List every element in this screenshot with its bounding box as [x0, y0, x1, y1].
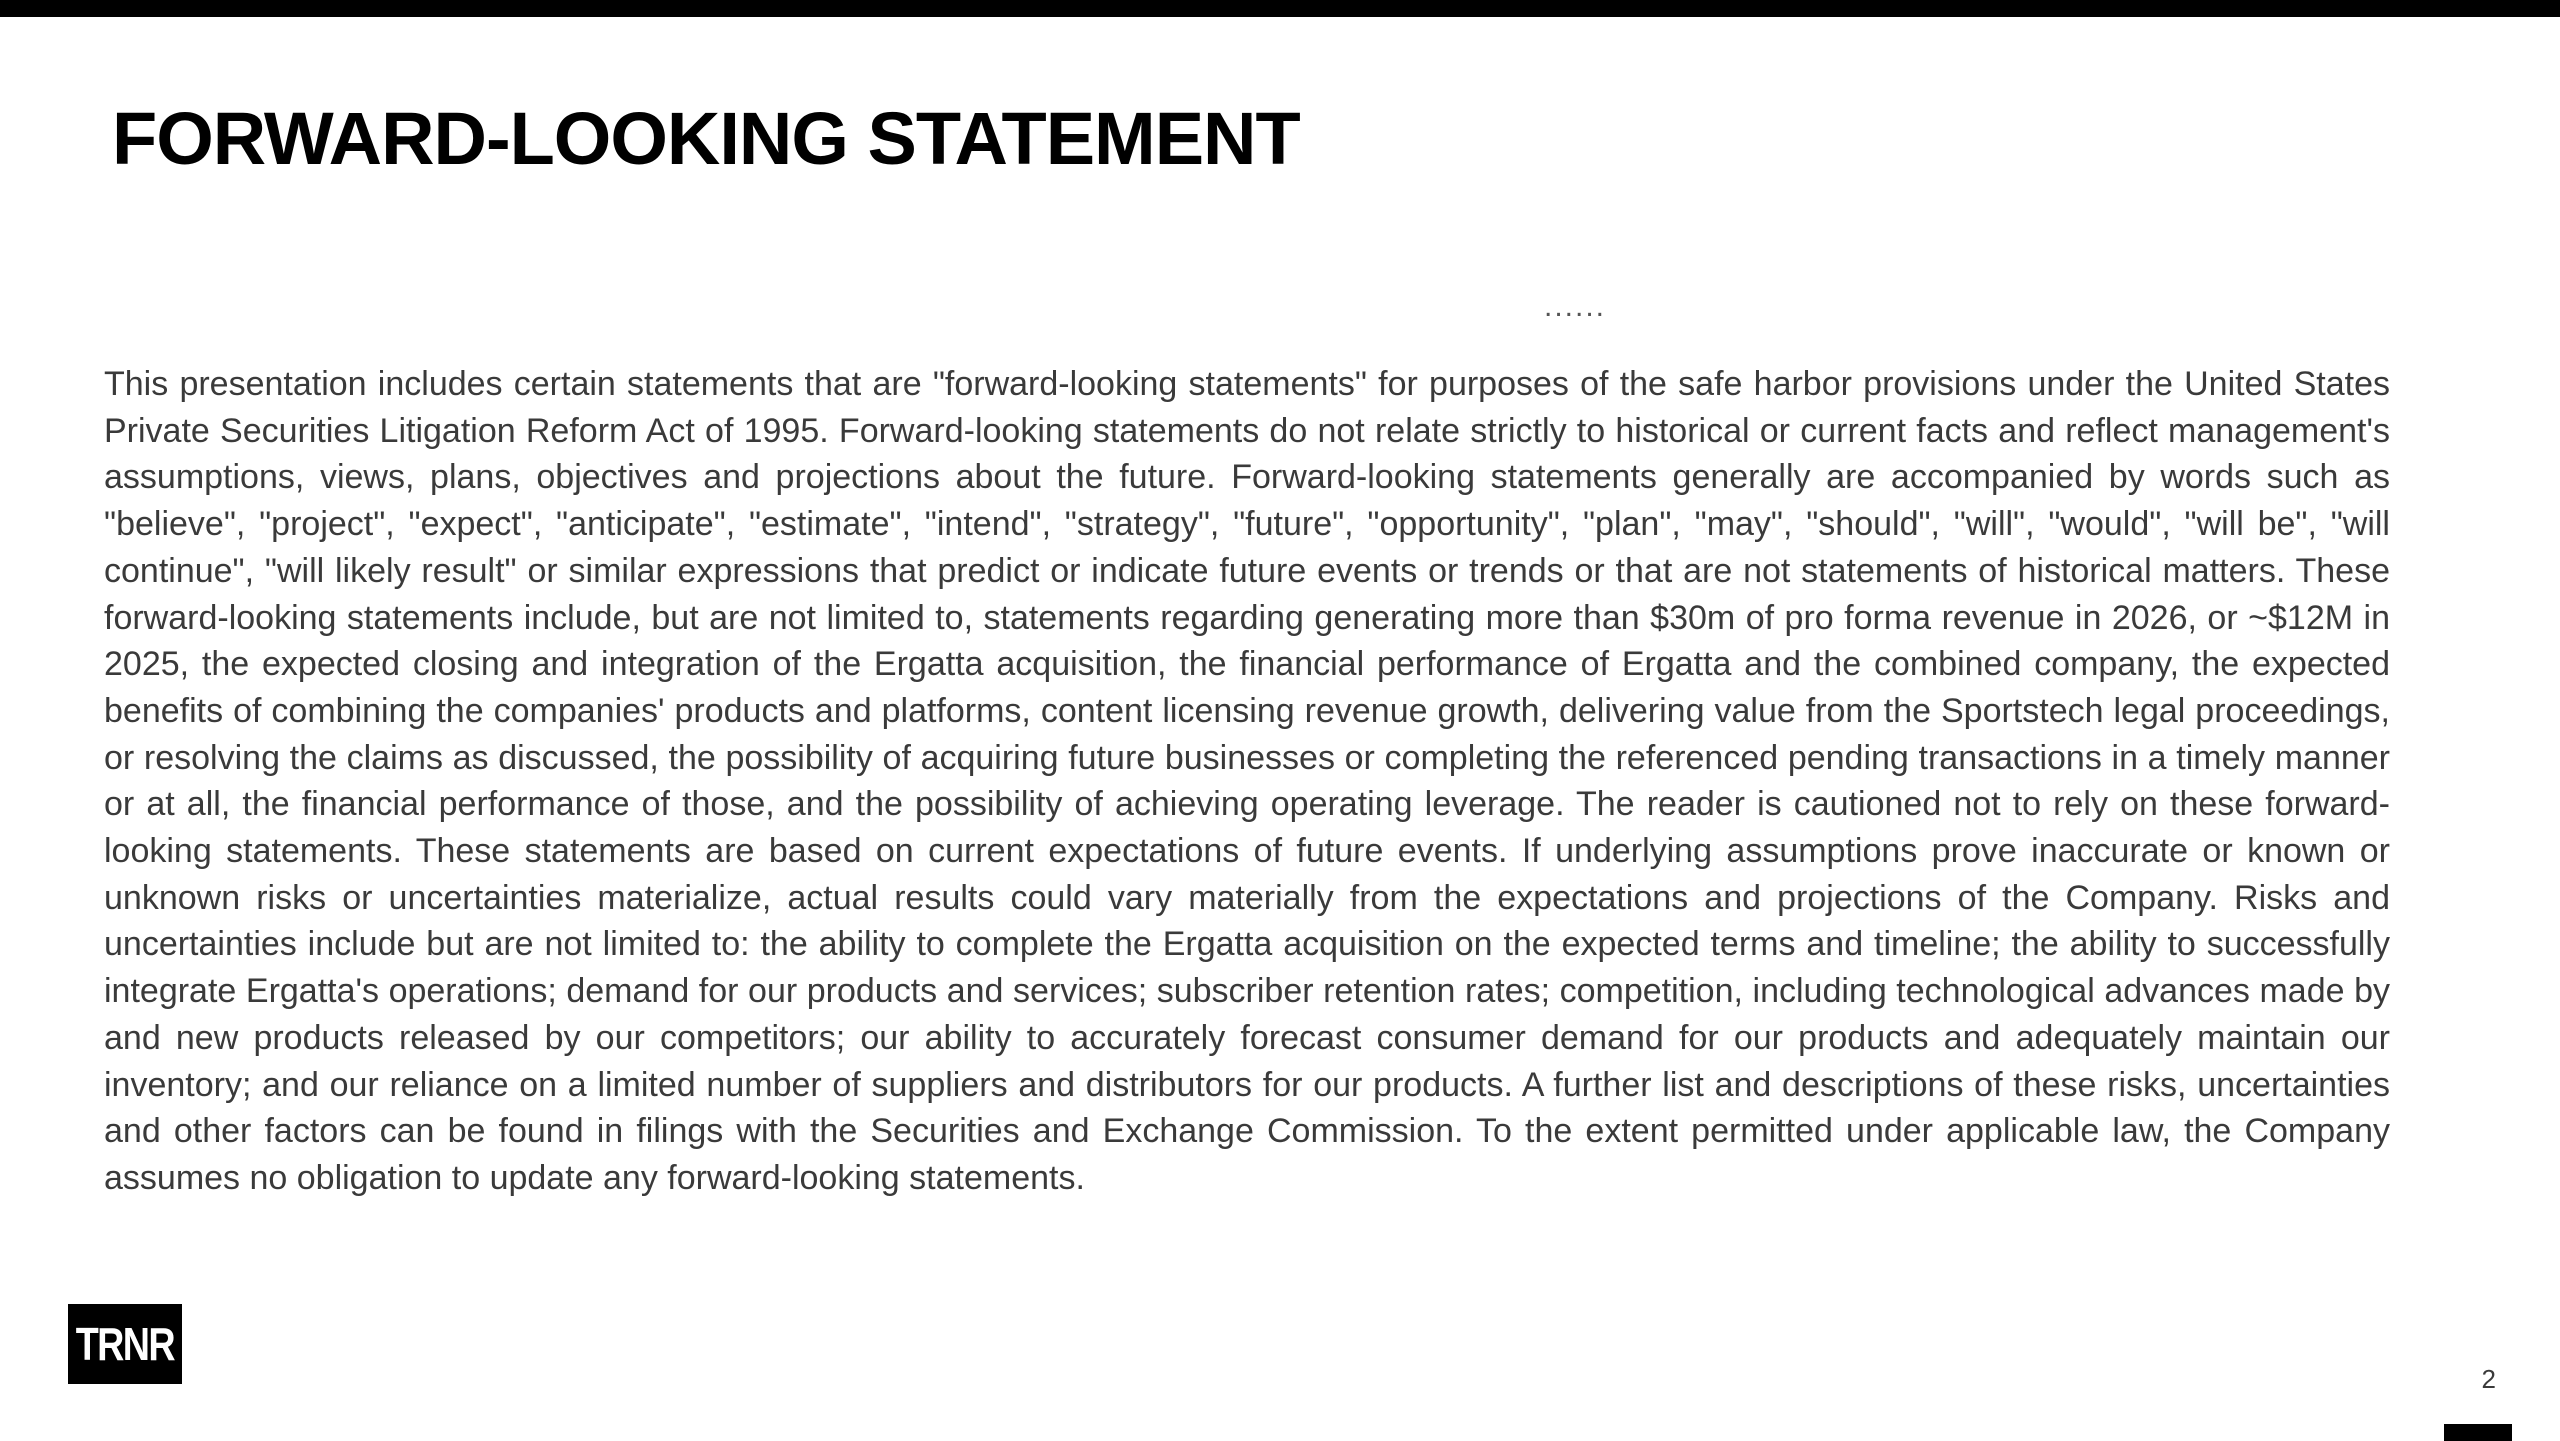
logo-text: TRNR	[75, 1318, 175, 1370]
page-title: FORWARD-LOOKING STATEMENT	[112, 97, 1300, 180]
forward-looking-statement-body: This presentation includes certain statements that are "forward-looking statements" for purposes of the safe harbor provisions under the United States Private Securities Litigation Reform Act of 1995. Forward-looking statements do not relate strictly to historical or current facts and reflect management's assumptions, views, plans, objectives and projections about the future. Forward-looking statements generally are accompanied by words such as "believe", "project", "expect", "anticipate", "estimate", "intend", "strategy", "future", "opportunity", "plan", "may", "should", "will", "would", "will be", "will continue", "will likely result" or similar expressions that predict or indicate future events or trends or that are not statements of historical matters. These forward-looking statements include, but are not limited to, statements regarding generating more than $30m of pro forma revenue in 2026, or ~$12M in 2025, the expected closing and integration of the Ergatta acquisition, the financial performance of Ergatta and the combined company, the expected benefits of combining the companies' products and platforms, content licensing revenue growth, delivering value from the Sportstech legal proceedings, or resolving the claims as discussed, the possibility of acquiring future businesses or completing the referenced pending transactions in a timely manner or at all, the financial performance of those, and the possibility of achieving operating leverage. The reader is cautioned not to rely on these forward-looking statements. These statements are based on current expectations of future events. If underlying assumptions prove inaccurate or known or unknown risks or uncertainties materialize, actual results could vary materially from the expectations and projections of the Company. Risks and uncertainties include but are not limited to: the ability to complete the Ergatta acquisition on the expected terms and timeline; the ability to successfully integrate Ergatta's operations; demand for our products and services; subscriber retention rates; competition, including technological advances made by and new products released by our competitors; our ability to accurately forecast consumer demand for our products and adequately maintain our inventory; and our reliance on a limited number of suppliers and distributors for our products. A further list and descriptions of these risks, uncertainties and other factors can be found in filings with the Securities and Exchange Commission. To the extent permitted under applicable law, the Company assumes no obligation to update any forward-looking statements.	[104, 365, 2390, 1197]
ellipsis-mark: ......	[1544, 290, 1607, 323]
top-border-bar	[0, 0, 2560, 17]
trnr-logo	[68, 1304, 182, 1384]
page-number: 2	[2481, 1364, 2496, 1394]
corner-accent-block	[2444, 1424, 2512, 1441]
